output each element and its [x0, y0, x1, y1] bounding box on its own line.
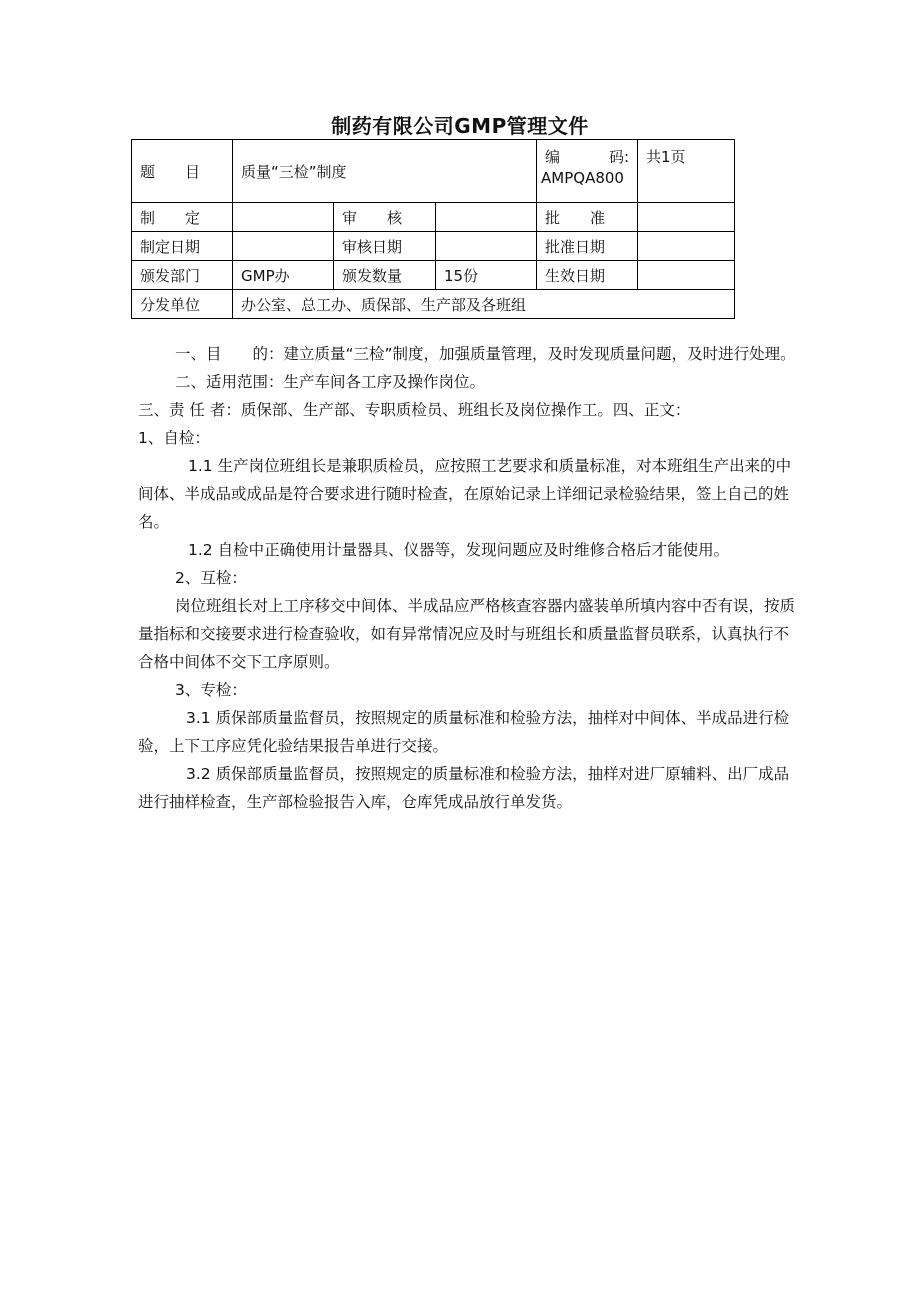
reviewed-by-label: 审 核 — [334, 203, 436, 232]
effective-date-value — [638, 261, 735, 290]
table-row — [132, 140, 735, 203]
issue-count-label: 颁发数量 — [334, 261, 436, 290]
effective-date-label: 生效日期 — [537, 261, 638, 290]
distribution-label: 分发单位 — [132, 290, 233, 319]
self-check-1-2: 1.2 自检中正确使用计量器具、仪器等，发现问题应及时维修合格后才能使用。 — [188, 541, 730, 559]
subject-value: 质量“三检”制度 — [233, 140, 537, 203]
mutual-check-heading: 2、互检： — [175, 569, 247, 587]
document-title: 制药有限公司GMP管理文件 — [331, 114, 589, 138]
self-check-heading: 1、自检： — [138, 429, 210, 447]
review-date-label: 审核日期 — [334, 232, 436, 261]
reviewed-by-value — [436, 203, 537, 232]
subject-label: 题 目 — [132, 140, 233, 203]
scope-paragraph: 二、适用范围：生产车间各工序及操作岗位。 — [175, 373, 486, 391]
mutual-check-text: 岗位班组长对上工序移交中间体、半成品应严格核查容器内盛装单所填内容中否有误，按质量指标和交接要求进行检查验收，如有异常情况应及时与班组长和质量监督员联系，认真执行不合格中间体不交下工序原则。 — [138, 597, 796, 671]
code-label-b: 码: — [608, 148, 630, 166]
drafted-by-label: 制 定 — [132, 203, 233, 232]
table-row — [132, 290, 735, 319]
code-value: AMPQA800 — [541, 169, 624, 187]
page-count: 共1页 — [638, 140, 735, 203]
self-check-1-1: 1.1 生产岗位班组长是兼职质检员，应按照工艺要求和质量标准，对本班组生产出来的中间体、半成品或成品是符合要求进行随时检查，在原始记录上详细记录检验结果，签上自己的姓名。 — [138, 457, 792, 531]
issuing-dept-label: 颁发部门 — [132, 261, 233, 290]
document-header-table — [131, 139, 735, 319]
draft-date-label: 制定日期 — [132, 232, 233, 261]
issuing-dept-value: GMP办 — [233, 261, 334, 290]
table-row — [132, 261, 735, 290]
document-body — [138, 340, 800, 816]
approve-date-value — [638, 232, 735, 261]
issue-count-value: 15份 — [436, 261, 537, 290]
review-date-value — [436, 232, 537, 261]
approve-date-label: 批准日期 — [537, 232, 638, 261]
drafted-by-value — [233, 203, 334, 232]
code-cell — [537, 140, 638, 203]
code-label-a: 编 — [545, 148, 561, 166]
special-check-3-2: 3.2 质保部质量监督员，按照规定的质量标准和检验方法，抽样对进厂原辅料、出厂成品进行抽样检查，生产部检验报告入库，仓库凭成品放行单发货。 — [138, 765, 790, 811]
responsible-paragraph: 三、责 任 者：质保部、生产部、专职质检员、班组长及岗位操作工。四、正文： — [138, 401, 691, 419]
approved-by-value — [638, 203, 735, 232]
special-check-heading: 3、专检： — [175, 681, 247, 699]
draft-date-value — [233, 232, 334, 261]
purpose-paragraph: 一、目 的：建立质量“三检”制度，加强质量管理，及时发现质量问题，及时进行处理。 — [175, 345, 796, 363]
table-row — [132, 232, 735, 261]
distribution-value: 办公室、总工办、质保部、生产部及各班组 — [233, 290, 735, 319]
table-row — [132, 203, 735, 232]
special-check-3-1: 3.1 质保部质量监督员，按照规定的质量标准和检验方法，抽样对中间体、半成品进行检验，上下工序应凭化验结果报告单进行交接。 — [138, 709, 790, 755]
approved-by-label: 批 准 — [537, 203, 638, 232]
